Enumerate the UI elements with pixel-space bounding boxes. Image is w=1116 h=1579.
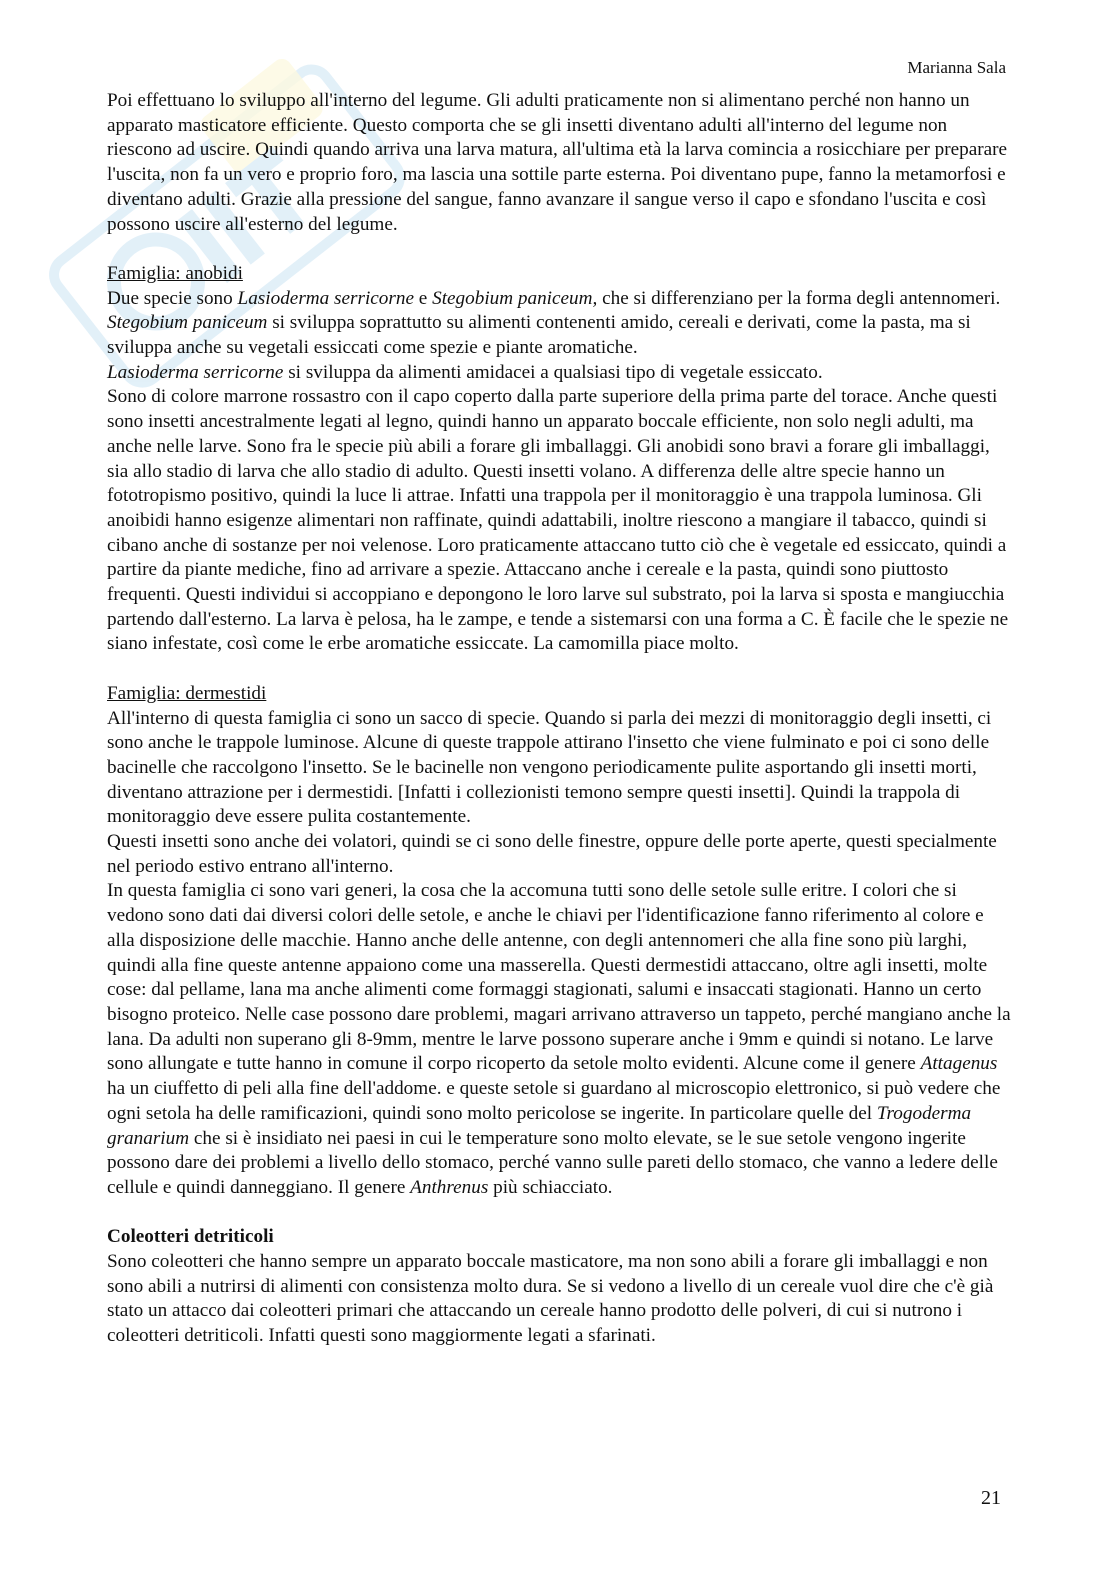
species-name: Lasioderma serricorne [237,287,414,309]
species-name: Stegobium paniceum [107,312,268,334]
intro-paragraph: Poi effettuano lo sviluppo all'interno del legume. Gli adulti praticamente non si alimentano perché non hanno un apparato masticatore efficiente. Questo comporta che se gli insetti diventano adulti all'interno del legume non riescono ad uscire. Quindi quando arriva una larva matura, all'ultima età la larva comincia a rosicchiare per preparare l'uscita, non fa un vero e proprio foro, ma lascia una sottile parte esterna. Poi diventano pupe, fanno la metamorfosi e diventano adulti. Grazie alla pressione del sangue, fanno avanzare il sangue verso il capo e sfondano l'uscita e così possono uscire all'esterno del legume. [107,90,1008,235]
section-heading-dermestidi: Famiglia: dermestidi [107,682,267,704]
anobidi-paragraph-3: Sono di colore marrone rossastro con il capo coperto dalla parte superiore della prima parte del torace. Anche questi sono insetti ancestralmente legati al legno, quindi hanno un apparato boccale efficiente, non solo negli adulti, ma anche nelle larve. Sono fra le specie più abili a forare gli imballaggi. Gli anobidi sono bravi a forare gli imballaggi, sia allo stadio di larva che allo stadio di adulto. Questi insetti volano. A differenza delle altre specie hanno un fototropismo positivo, quindi la luce li attrae. Infatti una trappola per il monitoraggio è una trappola luminosa. Gli anoibidi hanno esigenze alimentari non raffinate, quindi adattabili, inoltre riescono a mangiare il tabacco, quindi si cibano anche di sostanze per noi velenose. Loro praticamente attaccano tutto ciò che è vegetale ed essiccato, quindi a partire da piante mediche, fino ad arrivare a spezie. Attaccano anche i cereale e la pasta, quindi sono piuttosto frequenti. Questi individui si accoppiano e depongono le loro larve sul substrato, poi la larva si sposta e mangiucchia partendo dall'esterno. La larva è pelosa, ha le zampe, e tende a sistemarsi con una forma a C. È facile che le spezie ne siano infestate, così come le erbe aromatiche essiccate. La camomilla piace molto. [107,386,1009,655]
dermestidi-paragraph-2: Questi insetti sono anche dei volatori, quindi se ci sono delle finestre, oppure delle porte aperte, questi specialmente nel periodo estivo entrano all'interno. [107,831,997,877]
dermestidi-paragraph-3: In questa famiglia ci sono vari generi, la cosa che la accomuna tutti sono delle setole sulle eritre. I colori che si vedono sono dati dai diversi colori delle setole, e anche le chiavi per l'identificazione fanno riferimento al colore e alla disposizione delle macchie. Hanno anche delle antenne, con degli antennomeri che alla fine sono più larghi, quindi alla fine queste antenne appaiono come una masserella. Questi dermestidi attaccano, oltre agli insetti, molte cose: dal pellame, lana ma anche alimenti come formaggi stagionati, salumi e insaccati stagionati. Hanno un certo bisogno proteico. Nelle case possono dare problemi, magari arrivano attraverso un tappeto, perché mangiano anche la lana. Da adulti non superano gli 8-9mm, mentre le larve possono superare anche i 9mm e quindi si notano. Le larve sono allungate e tutte hanno in comune il corpo ricoperto da setole molto evidenti. Alcune come il genere Attagenus ha un ciuffetto di peli alla fine dell'addome. e queste setole si guardano al microscopio elettronico, si può vedere che ogni setola ha delle ramificazioni, quindi sono molto pericolose se ingerite. In particolare quelle del Trogoderma granarium che si è insidiato nei paesi in cui le temperature sono molto elevate, se le sue setole vengono ingerite possono dare dei problemi a livello dello stomaco, perché vanno sulle pareti dello stomaco, che vanno a ledere delle cellule e quindi danneggiano. Il genere Anthrenus più schiacciato. [107,880,1011,1198]
section-heading-detriticoli: Coleotteri detriticoli [107,1226,274,1248]
dermestidi-paragraph-1: All'interno di questa famiglia ci sono un sacco di specie. Quando si parla dei mezzi di monitoraggio degli insetti, ci sono anche le trappole luminose. Alcune di queste trappole attirano l'insetto che viene fulminato e poi ci sono delle bacinelle che raccolgono l'insetto. Se le bacinelle non vengono periodicamente pulite asportando gli insetti morti, diventano attrazione per i dermestidi. [Infatti i collezionisti temono sempre questi insetti]. Quindi la trappola di monitoraggio deve essere pulita costantemente. [107,707,992,828]
genus-name: Anthrenus [410,1176,489,1198]
species-name: Lasioderma serricorne [107,361,284,383]
anobidi-paragraph-2: Lasioderma serricorne si sviluppa da alimenti amidacei a qualsiasi tipo di vegetale essiccato. [107,361,823,383]
species-name: Trogoderma granarium [107,1102,972,1149]
document-body [107,89,1012,1349]
species-name: Stegobium paniceum, [432,287,598,309]
detriticoli-paragraph: Sono coleotteri che hanno sempre un apparato boccale masticatore, ma non sono abili a forare gli imballaggi e non sono abili a nutrirsi di alimenti con consistenza molto dura. Se si vedono a livello di un cereale vuol dire che c'è già stato un attacco dai coleotteri primari che attaccando un cereale hanno prodotto delle polveri, di cui si nutrono i coleotteri detriticoli. Infatti questi sono maggiormente legati a sfarinati. [107,1251,994,1347]
page-number: 21 [981,1487,1001,1509]
section-heading-anobidi: Famiglia: anobidi [107,262,243,284]
page-header-author: Marianna Sala [907,58,1006,77]
anobidi-paragraph-1: Due specie sono Lasioderma serricorne e Stegobium paniceum, che si differenziano per la forma degli antennomeri. Stegobium paniceum si sviluppa soprattutto su alimenti contenenti amido, cereali e derivati, come la pasta, ma si sviluppa anche su vegetali essiccati come spezie e piante aromatiche. [107,287,1001,359]
genus-name: Attagenus [920,1053,998,1075]
